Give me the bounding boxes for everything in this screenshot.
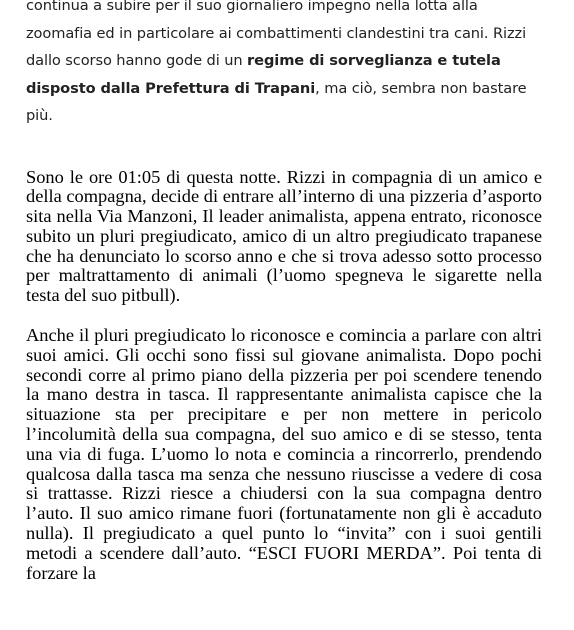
intro-text-end: , ma ciò, sembra non bastare più. [26, 79, 527, 124]
article-body [26, 0, 542, 583]
intro-text-start: continua a subire per il suo giornaliero impegno nella lotta alla zoomafia ed in particolare ai combattimenti clandestini tra cani. Rizzi dallo scorso hanno gode di un [26, 0, 527, 69]
article-paragraph-1: Sono le ore 01:05 di questa notte. Rizzi in compagnia di un amico e della compagna, decide di entrare all’interno di una pizzeria d’asporto sita nella Via Manzoni, Il leader animalista, appena entrato, riconosce subito un pluri pregiudicato, amico di un altro pregiudicato trapanese che ha denunciato lo scorso anno e che si trova adesso sotto processo per maltrattamento di animali (l’uomo spegneva le sigarette nella testa del suo pitbull). [26, 166, 542, 306]
intro-bold-text: regime di sorveglianza e tutela disposto dalla Prefettura di Trapani [26, 52, 501, 97]
article-paragraph-2: Anche il pluri pregiudicato lo riconosce e comincia a parlare con altri suoi amici. Gli occhi sono fissi sul giovane animalista. Dopo pochi secondi corre al primo piano della pizzeria per poi scendere tenendo la mano destra in tasca. Il rappresentante animalista capisce che la situazione sta per precipitare e per non mettere in pericolo l’incolumità della sua compagna, del suo amico e di se stesso, tenta una via di fuga. L’uomo lo nota e comincia a rincorrerlo, prendendo qualcosa dalla tasca ma senza che nessuno riuscisse a vedere di cosa si trattasse. Rizzi riesce a chiudersi con la sua compagna dentro l’auto. Il suo amico rimane fuori (fortunatamente non gli è accaduto nulla). Il pregiudicato a quel punto lo “invita” con i suoi gentili metodi a scendere dall’auto. “ESCI FUORI MERDA”. Poi tenta di forzare la [26, 325, 542, 583]
intro-paragraph [26, 0, 542, 130]
